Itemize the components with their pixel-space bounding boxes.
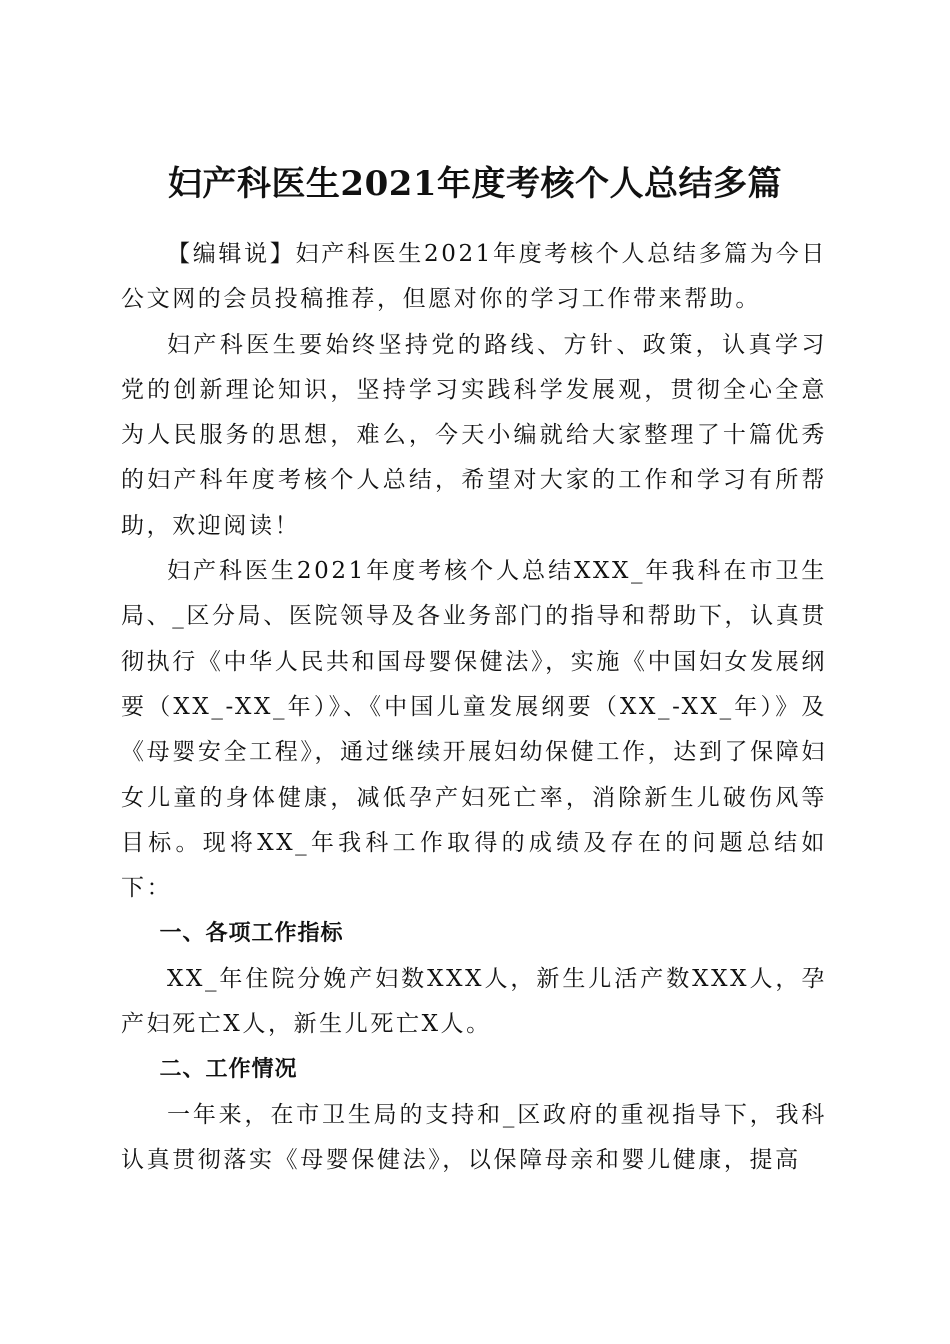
document-body xyxy=(121,232,827,1183)
work-indicators-paragraph: XX_年住院分娩产妇数XXX人，新生儿活产数XXX人，孕产妇死亡X人，新生儿死亡X人。 xyxy=(121,965,827,1038)
document-title: 妇产科医生2021年度考核个人总结多篇 xyxy=(167,163,783,204)
section-heading-work-situation: 二、工作情况 xyxy=(159,1057,298,1083)
work-situation-paragraph: 一年来，在市卫生局的支持和_区政府的重视指导下，我科认真贯彻落实《母婴保健法》，以保障母亲和婴儿健康，提高 xyxy=(121,1101,827,1173)
summary-paragraph: 妇产科医生2021年度考核个人总结XXX_年我科在市卫生局、_区分局、医院领导及各业务部门的指导和帮助下，认真贯彻执行《中华人民共和国母婴保健法》，实施《中国妇女发展纲要（XX_-XX_年）》、《中国儿童发展纲要（XX_-XX_年）》及《母婴安全工程》，通过继续开展妇幼保健工作，达到了保障妇女儿童的身体健康，减低孕产妇死亡率，消除新生儿破伤风等目标。现将XX_年我科工作取得的成绩及存在的问题总结如下： xyxy=(121,558,827,902)
intro-paragraph: 妇产科医生要始终坚持党的路线、方针、政策，认真学习党的创新理论知识，坚持学习实践科学发展观，贯彻全心全意为人民服务的思想，难么，今天小编就给大家整理了十篇优秀的妇产科年度考核个人总结，希望对大家的工作和学习有所帮助，欢迎阅读！ xyxy=(121,331,827,539)
editor-note-paragraph: 【编辑说】妇产科医生2021年度考核个人总结多篇为今日公文网的会员投稿推荐，但愿对你的学习工作带来帮助。 xyxy=(121,241,827,313)
section-heading-work-indicators: 一、各项工作指标 xyxy=(159,921,344,947)
